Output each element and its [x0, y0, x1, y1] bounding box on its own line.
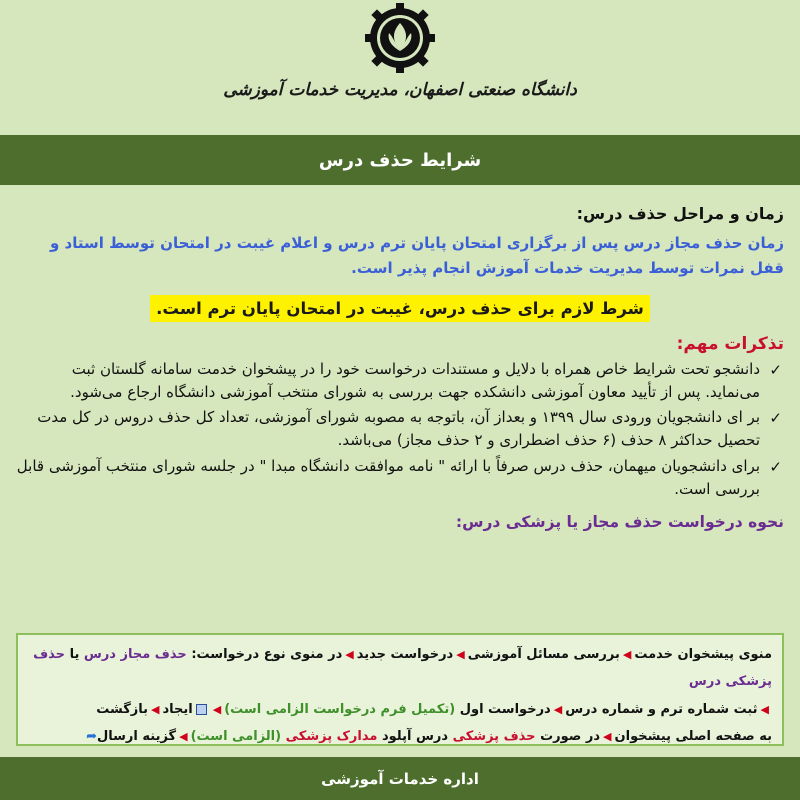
- requirement-highlight: شرط لازم برای حذف درس، غیبت در امتحان پایان ترم است.: [150, 295, 650, 322]
- checkmark-icon: ✓: [769, 409, 782, 427]
- upload-text: درس آپلود: [381, 728, 449, 744]
- timing-text-line-1: زمان حذف مجاز درس پس از برگزاری امتحان پایان ترم درس و اعلام غیبت در امتحان توسط استاد و: [49, 234, 784, 252]
- notes-list: [16, 358, 784, 502]
- arrow-left-icon: ◀: [212, 702, 222, 716]
- arrow-left-icon: ◀: [179, 729, 188, 743]
- step-service-desk: منوی پیشخوان خدمت: [634, 647, 772, 662]
- step-new-request: درخواست جدید: [356, 647, 454, 662]
- arrow-left-icon: ◀: [553, 702, 563, 716]
- step-enter-term-course: ثبت شماره ترم و شماره درس: [565, 701, 758, 717]
- notes-heading: تذکرات مهم:: [676, 333, 784, 354]
- note-text: دانشجو تحت شرایط خاص همراه با دلایل و مستندات درخواست خود را در پیشخوان خدمت سامانه گلستان ثبت می‌نماید. پس از تأیید معاون آموزشی دانشکده جهت بررسی به شورای منتخب آموزشی دانشگاه ارجاع می‌شود.: [70, 359, 760, 401]
- send-icon: ➦: [86, 728, 97, 744]
- arrow-left-icon: ◀: [151, 702, 160, 716]
- procedure-line-1: [28, 641, 772, 696]
- procedure-box: [16, 633, 784, 746]
- timing-text-line-2: قفل نمرات توسط مدیریت خدمات آموزش انجام پذیر است.: [351, 258, 784, 277]
- arrow-left-icon: ◀: [622, 648, 632, 661]
- step-home: به صفحه اصلی پیشخوان: [614, 728, 772, 744]
- procedure-line-3: [28, 723, 772, 750]
- note-item: [16, 455, 784, 502]
- step-create: ایجاد: [162, 701, 193, 717]
- checkmark-icon: ✓: [769, 457, 782, 476]
- procedure-heading: نحوه درخواست حذف مجاز یا پزشکی درس:: [455, 513, 784, 531]
- required-note: (الزامی است): [190, 728, 282, 744]
- section-heading-timing: زمان و مراحل حذف درس:: [576, 204, 784, 223]
- save-icon: [196, 704, 207, 715]
- note-form-required: (تکمیل فرم درخواست الزامی است): [224, 701, 456, 717]
- or-text: یا: [69, 647, 80, 662]
- highlight-wrap: [16, 295, 784, 322]
- conditional-text: در صورت: [540, 728, 601, 744]
- procedure-line-2: [28, 696, 772, 723]
- arrow-left-icon: ◀: [760, 702, 769, 716]
- arrow-left-icon: ◀: [345, 648, 354, 661]
- option-medical-drop: حذف پزشکی درس: [33, 647, 772, 690]
- step-first-request: درخواست اول: [459, 701, 551, 717]
- arrow-left-icon: ◀: [456, 648, 465, 661]
- footer: اداره خدمات آموزشی: [0, 757, 800, 800]
- note-text: بر ای دانشجویان ورودی سال ۱۳۹۹ و بعداز آن، باتوجه به مصوبه شورای آموزشی، تعداد کل حذف دروس در کل مدت تحصیل حداکثر ۸ حذف (۶ حذف اضطراری و ۲ حذف مجاز) می‌باشد.: [37, 408, 760, 450]
- header: [0, 0, 800, 125]
- medical-docs-text: مدارک پزشکی: [285, 728, 378, 744]
- arrow-left-icon: ◀: [603, 729, 612, 743]
- main-content: [0, 200, 800, 539]
- university-name: دانشگاه صنعتی اصفهان، مدیریت خدمات آموزشی: [223, 80, 577, 100]
- note-text: برای دانشجویان میهمان، حذف درس صرفاً با ارائه " نامه موافقت دانشگاه مبدا " در جلسه شورای منتخب آموزشی قابل بررسی است.: [16, 456, 760, 498]
- medical-drop-text: حذف پزشکی: [452, 728, 536, 744]
- step-review-issues: بررسی مسائل آموزشی: [467, 647, 620, 662]
- option-allowed-drop: حذف مجاز درس: [83, 647, 187, 662]
- checkmark-icon: ✓: [769, 360, 782, 379]
- note-item: [16, 358, 784, 405]
- step-return: بازگشت: [96, 701, 149, 717]
- university-logo-icon: [365, 3, 435, 73]
- step-request-type: در منوی نوع درخواست:: [191, 647, 343, 662]
- note-item: [16, 406, 784, 453]
- page-title: شرایط حذف درس: [0, 135, 800, 185]
- step-send: گزینه ارسال: [96, 728, 177, 744]
